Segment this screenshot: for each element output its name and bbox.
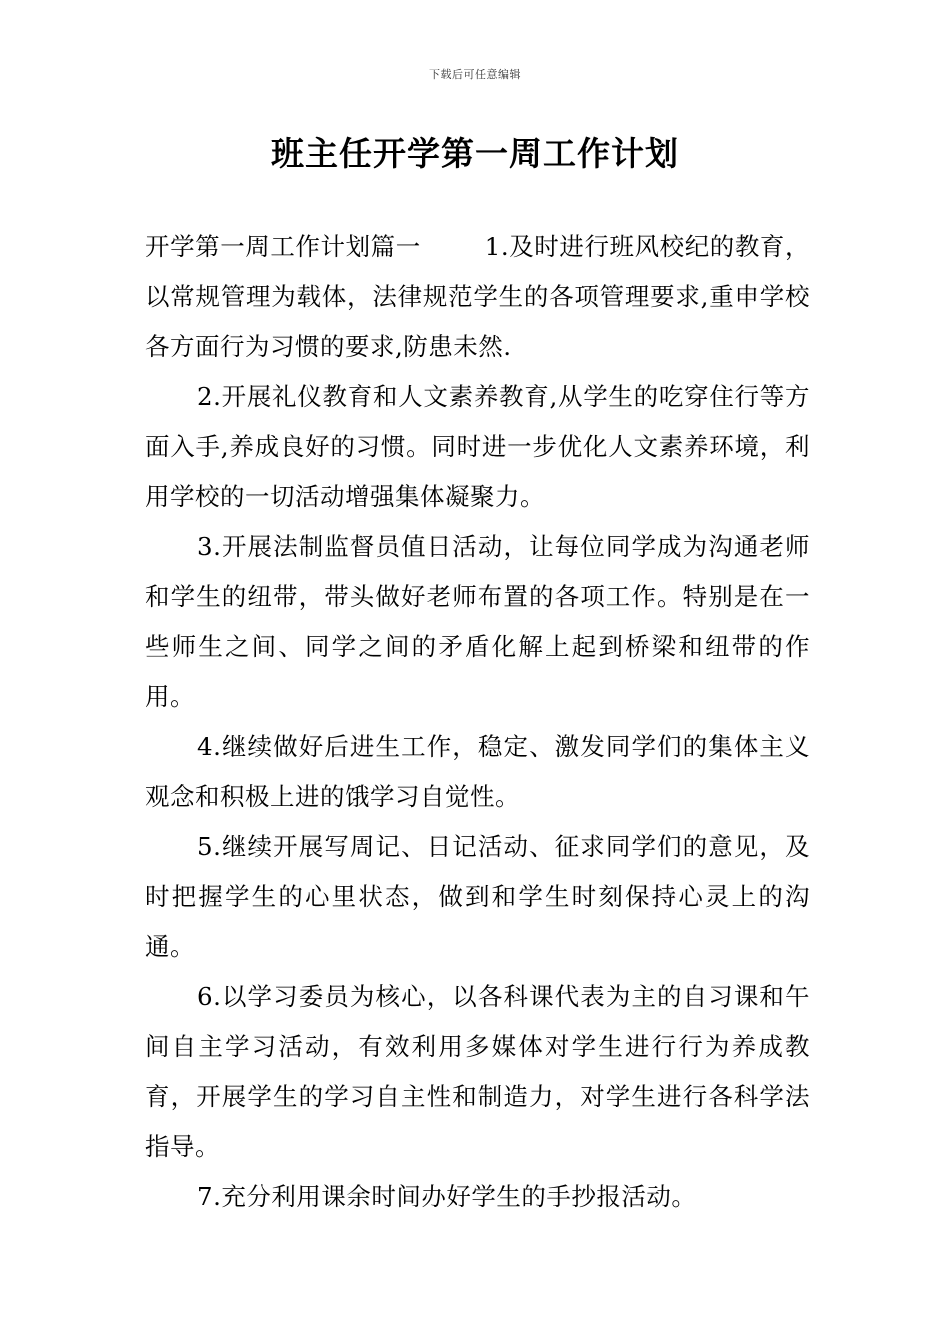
plan-item-7: 7.充分利用课余时间办好学生的手抄报活动。 — [197, 1182, 697, 1211]
plan-item-5: 5.继续开展写周记、日记活动、征求同学们的意见，及时把握学生的心里状态，做到和学生时刻保持心灵上的沟通。 — [145, 832, 810, 961]
plan-item-3: 3.开展法制监督员值日活动，让每位同学成为沟通老师和学生的纽带，带头做好老师布置的各项工作。特别是在一些师生之间、同学之间的矛盾化解上起到桥梁和纽带的作用。 — [145, 532, 810, 711]
plan-item-1: 1.及时进行班风校纪的教育，以常规管理为载体，法律规范学生的各项管理要求,重申学校各方面行为习惯的要求,防患未然. — [145, 232, 811, 361]
section-heading: 开学第一周工作计划篇一 — [145, 232, 421, 261]
plan-item-6: 6.以学习委员为核心，以各科课代表为主的自习课和午间自主学习活动，有效利用多媒体对学生进行行为养成教育，开展学生的学习自主性和制造力，对学生进行各科学法指导。 — [145, 982, 810, 1161]
document-title: 班主任开学第一周工作计划 — [271, 134, 679, 173]
header-note: 下载后可任意编辑 — [429, 68, 521, 81]
plan-item-2: 2.开展礼仪教育和人文素养教育,从学生的吃穿住行等方面入手,养成良好的习惯。同时进一步优化人文素养环境，利用学校的一切活动增强集体凝聚力。 — [145, 382, 810, 511]
document-body — [145, 222, 810, 1222]
intro-paragraph — [145, 222, 810, 372]
plan-item-4: 4.继续做好后进生工作，稳定、激发同学们的集体主义观念和积极上进的饿学习自觉性。 — [145, 732, 810, 811]
